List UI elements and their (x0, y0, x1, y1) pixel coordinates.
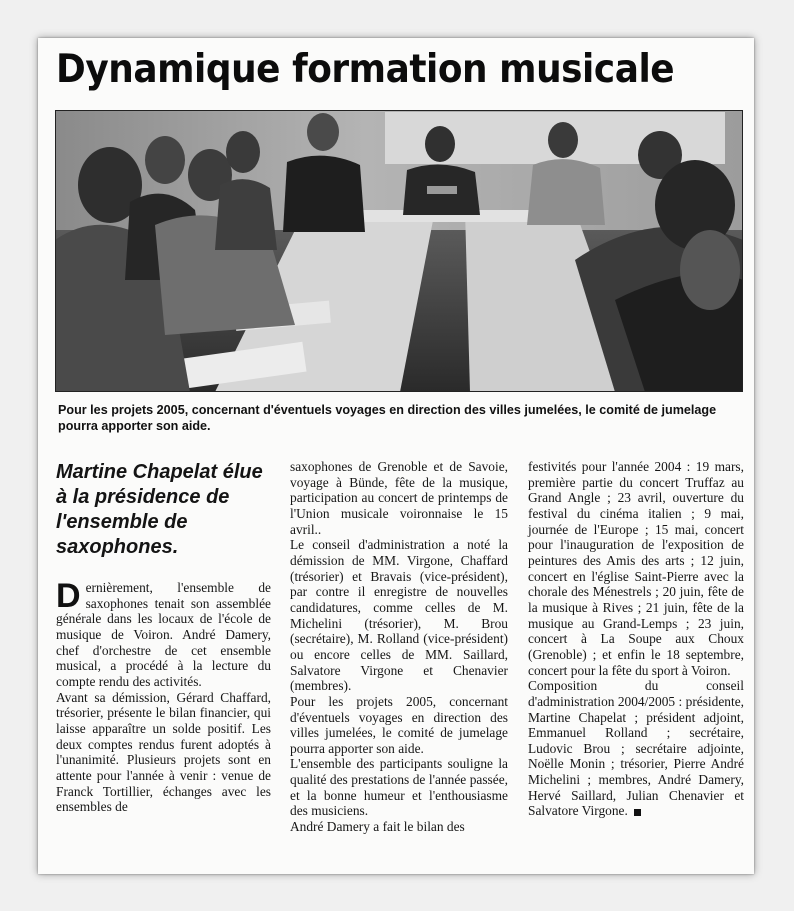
article-paragraph (56, 577, 271, 690)
paragraph-text: Composition du conseil d'administration 2004/2005 : présidente, Martine Chapelat ; président adjoint, Emmanuel Rolland ; secrétaire, Ludovic Brou ; secrétaire adjointe, Noëlle Monin ; trésorier, Pierre André Michelini ; membres, André Damery, Hervé Saillard, Julian Chenavier et Salvatore Virgone. (528, 678, 744, 819)
article-paragraph: André Damery a fait le bilan des (290, 819, 465, 835)
photo-caption: Pour les projets 2005, concernant d'éventuels voyages en direction des villes jumelées, le comité de jumelage pourra apporter son aide. (58, 403, 717, 433)
article-paragraph: Avant sa démission, Gérard Chaffard, trésorier, présente le bilan financier, qui laisse apparaître un solde positif. Les deux comptes rendus furent adoptés à l'unanimité. Plusieurs projets sont en attente pour l'année à venir : venue de Franck Tortillier, échanges avec les ensembles de (56, 689, 271, 815)
article-paragraph: L'ensemble des participants souligne la qualité des prestations de l'année passée, et la bonne humeur et l'enthousiasme des musiciens. (290, 756, 508, 819)
paragraph-text: ernièrement, l'ensemble de saxophones tenait son assemblée générale dans les locaux de l'école de musique de Voiron. André Damery, chef d'orchestre de cet ensemble musical, a procédé à la lecture du compte rendu des activités. (56, 580, 271, 689)
article-paragraph: Le conseil d'administration a noté la démission de MM. Virgone, Chaffard (trésorier) et Bravais (vice-président), par contre il enregistre de nouvelles candidatures, comme celles de M. Michelini (trésorier), M. Brou (secrétaire), M. Rolland (vice-président) ou encore celles de MM. Saillard, Salvatore Virgone et Chenavier (membres). (290, 537, 508, 694)
article-paragraph (528, 678, 744, 819)
article-photo (55, 110, 743, 392)
article-column-2 (290, 459, 508, 835)
article-subheading: Martine Chapelat élue à la présidence de l'ensemble de saxophones. (56, 461, 263, 558)
end-of-article-mark (634, 809, 641, 816)
newspaper-clipping (38, 38, 754, 874)
article-paragraph: saxophones de Grenoble et de Savoie, voyage à Bünde, fête de la musique, participation au concert de printemps de l'Union musicale voironnaise le 15 avril.. (290, 459, 508, 537)
article-paragraph: festivités pour l'année 2004 : 19 mars, première partie du concert Truffaz au Grand Angle ; 23 avril, ouverture du festival du cinéma italien ; 9 mai, journée de l'Europe ; 15 mai, concert pour l'inauguration de l'exposition de peintures des Amis des arts ; 12 juin, concert en l'église Saint-Pierre avec la chorale des Ménestrels ; 20 juin, fête de la musique à Rives ; 21 juin, fête de la musique au Grand-Lemps ; 23 juin, concert à La Soupe aux Choux (Grenoble) ; et enfin le 18 septembre, concert pour la fête du sport à Voiron. (528, 459, 744, 678)
article-column-3 (528, 459, 744, 819)
article-paragraph: Pour les projets 2005, concernant d'éventuels voyages en direction des villes jumelées, le comité de jumelage pourra apporter son aide. (290, 693, 508, 756)
drop-cap: D (56, 577, 81, 615)
article-headline: Dynamique formation musicale (56, 47, 675, 92)
article-column-1 (56, 456, 271, 815)
